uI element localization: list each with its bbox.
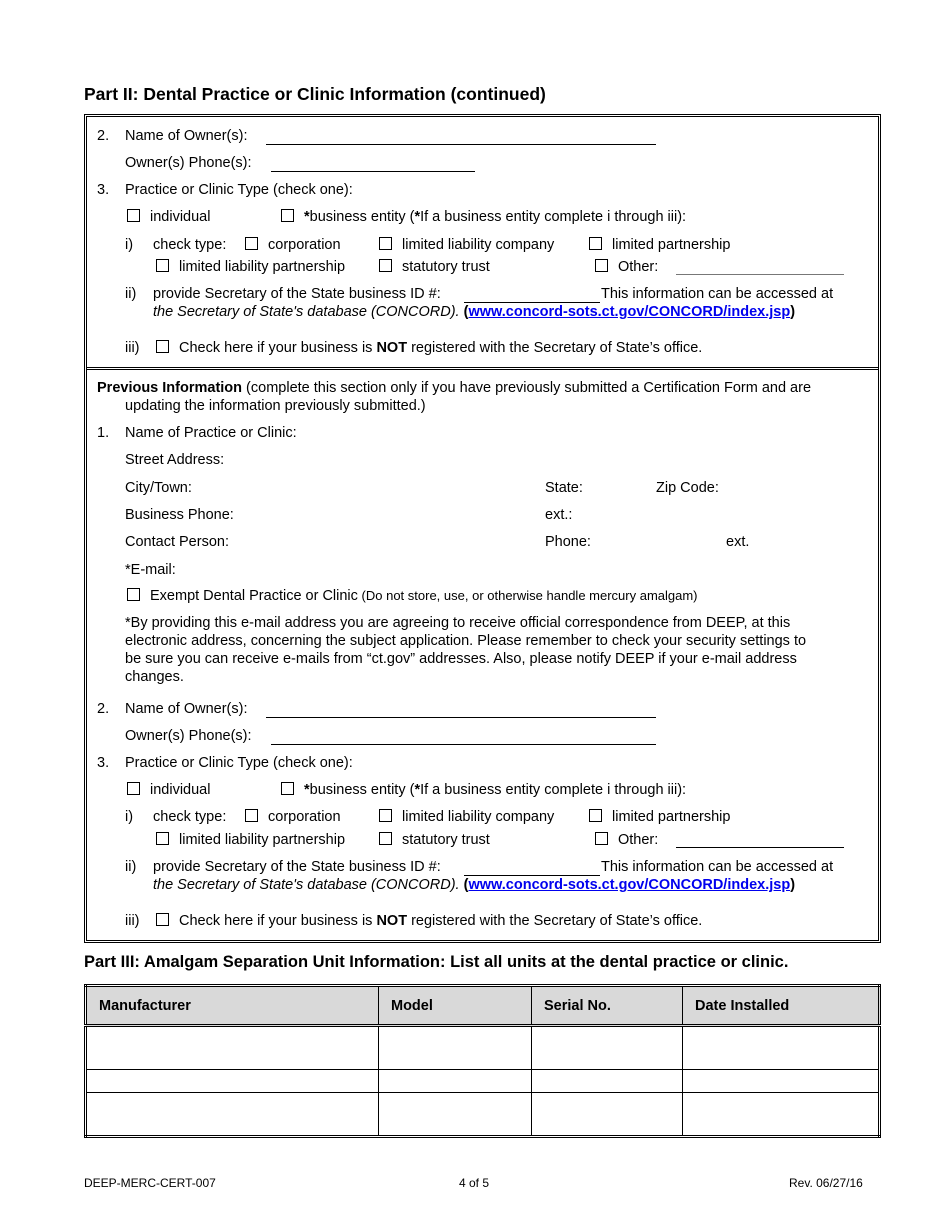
business-entity-option[interactable]: [281, 209, 686, 225]
prev-other-checkbox[interactable]: [595, 832, 608, 845]
prev-other-option[interactable]: [595, 832, 658, 848]
prev-concord-link[interactable]: www.concord-sots.ct.gov/CONCORD/index.jsp: [468, 877, 791, 893]
concord-line: [153, 304, 795, 320]
serial-cell[interactable]: [532, 1092, 683, 1136]
concord-db-text: the Secretary of State's database (CONCORD).: [153, 304, 460, 320]
previous-info-line2: updating the information previously submitted.): [125, 398, 426, 414]
manufacturer-cell[interactable]: [86, 1092, 379, 1136]
table-row: [86, 1092, 880, 1136]
ii-label: ii): [125, 286, 137, 302]
individual-label: individual: [150, 209, 211, 225]
check-here-text: Check here if your business is: [179, 340, 377, 356]
prev-not-registered-checkbox[interactable]: [156, 913, 169, 926]
col-model: Model: [379, 986, 532, 1026]
email-notice-2: electronic address, concerning the subject application. Please remember to check your security settings to: [125, 633, 807, 649]
owner-name-label: Name of Owner(s):: [125, 128, 248, 144]
business-id-field[interactable]: [464, 286, 600, 303]
street-label: Street Address:: [125, 452, 225, 468]
i-label: i): [125, 237, 134, 253]
section-divider: [86, 367, 878, 370]
contact-ext-label: ext.: [726, 534, 750, 550]
prev-registered-text: registered with the Secretary of State’s office.: [407, 913, 703, 929]
business-phone-label: Business Phone:: [125, 507, 234, 523]
prev-corporation-checkbox[interactable]: [245, 809, 258, 822]
llc-option[interactable]: [379, 237, 554, 253]
col-manufacturer: Manufacturer: [86, 986, 379, 1026]
corporation-checkbox[interactable]: [245, 237, 258, 250]
model-cell[interactable]: [379, 1070, 532, 1092]
email-notice-3: be sure you can receive e-mails from “ct.gov” addresses. Also, please notify DEEP if your e-mail address: [125, 651, 797, 667]
prev-lp-label: limited partnership: [612, 809, 731, 825]
corporation-option[interactable]: [245, 237, 341, 253]
business-star-note: *: [414, 209, 421, 225]
prev-not-text: NOT: [376, 913, 408, 929]
prev-not-registered-option[interactable]: [156, 913, 702, 929]
statutory-trust-label: statutory trust: [402, 259, 490, 275]
prev-llc-option[interactable]: [379, 809, 554, 825]
prev-llp-checkbox[interactable]: [156, 832, 169, 845]
prev-individual-label: individual: [150, 782, 211, 798]
prev-business-entity-option[interactable]: [281, 782, 686, 798]
business-star: *: [304, 209, 310, 225]
prev-provide-id-label: provide Secretary of the State business ID #:: [153, 859, 441, 875]
other-checkbox[interactable]: [595, 259, 608, 272]
prev-q2-number: 2.: [97, 701, 110, 717]
prev-check-here-text: Check here if your business is: [179, 913, 377, 929]
q3-number: 3.: [97, 182, 110, 198]
part2-title: Part II: Dental Practice or Clinic Information (continued): [84, 84, 546, 104]
prev-statutory-trust-option[interactable]: [379, 832, 490, 848]
prev-concord-line: [153, 877, 795, 893]
prev-corporation-option[interactable]: [245, 809, 341, 825]
prev-iii-label: iii): [125, 913, 140, 929]
zip-label: Zip Code:: [656, 480, 719, 496]
col-date-installed: Date Installed: [683, 986, 880, 1026]
not-registered-option[interactable]: [156, 340, 702, 356]
prev-info-access-text: This information can be accessed at: [601, 859, 834, 875]
prev-paren-open: (: [463, 877, 469, 893]
phone-label: Phone:: [545, 534, 591, 550]
prev-q1-number: 1.: [97, 425, 110, 441]
col-serial: Serial No.: [532, 986, 683, 1026]
prev-other-label: Other:: [618, 832, 659, 848]
serial-cell[interactable]: [532, 1026, 683, 1070]
footer-page-number: 4 of 5: [459, 1176, 490, 1190]
email-notice-1: *By providing this e-mail address you are agreeing to receive official correspondence from DEEP, at this: [125, 615, 791, 631]
prev-other-field[interactable]: [676, 833, 844, 848]
prev-lp-option[interactable]: [589, 809, 730, 825]
llp-option[interactable]: [156, 259, 345, 275]
business-entity-note: If a business entity complete i through iii):: [420, 209, 687, 225]
prev-owner-phone-field[interactable]: [271, 728, 656, 745]
prev-statutory-trust-label: statutory trust: [402, 832, 490, 848]
prev-q3-number: 3.: [97, 755, 110, 771]
concord-link[interactable]: www.concord-sots.ct.gov/CONCORD/index.jsp: [468, 304, 791, 320]
prev-business-entity-checkbox[interactable]: [281, 782, 294, 795]
prev-llp-option[interactable]: [156, 832, 345, 848]
prev-individual-option[interactable]: [127, 782, 210, 798]
paren-open: (: [463, 304, 469, 320]
units-table: [84, 984, 881, 1138]
lp-option[interactable]: [589, 237, 730, 253]
owner-phone-field[interactable]: [271, 155, 475, 172]
contact-person-label: Contact Person:: [125, 534, 229, 550]
prev-paren-close: ): [790, 877, 796, 893]
date-cell[interactable]: [683, 1070, 880, 1092]
individual-checkbox[interactable]: [127, 209, 140, 222]
email-notice-4: changes.: [125, 669, 184, 685]
practice-name-label: Name of Practice or Clinic:: [125, 425, 297, 441]
prev-business-entity-note: If a business entity complete i through iii):: [420, 782, 687, 798]
prev-business-star-note: *: [414, 782, 421, 798]
lp-checkbox[interactable]: [589, 237, 602, 250]
owner-name-field[interactable]: [266, 128, 656, 145]
city-label: City/Town:: [125, 480, 192, 496]
footer-revision: Rev. 06/27/16: [789, 1176, 863, 1190]
provide-id-label: provide Secretary of the State business ID #:: [153, 286, 441, 302]
previous-info-rest: (complete this section only if you have previously submitted a Certification Form and are: [242, 380, 812, 396]
manufacturer-cell[interactable]: [86, 1070, 379, 1092]
business-entity-checkbox[interactable]: [281, 209, 294, 222]
table-row: [86, 1070, 880, 1092]
prev-llc-label: limited liability company: [402, 809, 555, 825]
prev-concord-db-text: the Secretary of State's database (CONCORD).: [153, 877, 460, 893]
llc-label: limited liability company: [402, 237, 555, 253]
llc-checkbox[interactable]: [379, 237, 392, 250]
prev-i-label: i): [125, 809, 134, 825]
statutory-trust-checkbox[interactable]: [379, 259, 392, 272]
units-header-row: [86, 986, 880, 1026]
not-registered-checkbox[interactable]: [156, 340, 169, 353]
llp-label: limited liability partnership: [179, 259, 346, 275]
prev-practice-type-label: Practice or Clinic Type (check one):: [125, 755, 353, 771]
date-cell[interactable]: [683, 1026, 880, 1070]
exempt-option[interactable]: [127, 588, 698, 604]
footer-form-id: DEEP-MERC-CERT-007: [84, 1176, 216, 1190]
other-label: Other:: [618, 259, 659, 275]
prev-business-entity-label: business entity (: [309, 782, 415, 798]
email-label: *E-mail:: [125, 562, 176, 578]
state-label: State:: [545, 480, 583, 496]
owner-phone-label: Owner(s) Phone(s):: [125, 155, 252, 171]
prev-check-type-label: check type:: [153, 809, 227, 825]
ext-label: ext.:: [545, 507, 573, 523]
date-cell[interactable]: [683, 1092, 880, 1136]
paren-close: ): [790, 304, 796, 320]
lp-label: limited partnership: [612, 237, 731, 253]
prev-business-star: *: [304, 782, 310, 798]
previous-info-bold: Previous Information: [97, 380, 243, 396]
prev-corporation-label: corporation: [268, 809, 341, 825]
registered-text: registered with the Secretary of State’s office.: [407, 340, 703, 356]
model-cell[interactable]: [379, 1026, 532, 1070]
prev-ii-label: ii): [125, 859, 137, 875]
manufacturer-cell[interactable]: [86, 1026, 379, 1070]
iii-label: iii): [125, 340, 140, 356]
other-field[interactable]: [676, 260, 844, 275]
prev-lp-checkbox[interactable]: [589, 809, 602, 822]
q2-number: 2.: [97, 128, 110, 144]
prev-business-id-field[interactable]: [464, 859, 600, 876]
prev-owner-name-label: Name of Owner(s):: [125, 701, 248, 717]
table-row: [86, 1026, 880, 1070]
individual-option[interactable]: [127, 209, 210, 225]
exempt-note: (Do not store, use, or otherwise handle mercury amalgam): [357, 588, 698, 603]
other-option[interactable]: [595, 259, 658, 275]
previous-info-title: [97, 380, 811, 396]
info-access-text: This information can be accessed at: [601, 286, 834, 302]
corporation-label: corporation: [268, 237, 341, 253]
check-type-label: check type:: [153, 237, 227, 253]
llp-checkbox[interactable]: [156, 259, 169, 272]
prev-owner-name-field[interactable]: [266, 701, 656, 718]
prev-llc-checkbox[interactable]: [379, 809, 392, 822]
part3-title: Part III: Amalgam Separation Unit Information: List all units at the dental practice or clinic.: [84, 953, 789, 971]
prev-llp-label: limited liability partnership: [179, 832, 346, 848]
statutory-trust-option[interactable]: [379, 259, 490, 275]
exempt-label: Exempt Dental Practice or Clinic: [150, 588, 358, 604]
prev-statutory-trust-checkbox[interactable]: [379, 832, 392, 845]
exempt-checkbox[interactable]: [127, 588, 140, 601]
not-text: NOT: [376, 340, 408, 356]
business-entity-label: business entity (: [309, 209, 415, 225]
serial-cell[interactable]: [532, 1070, 683, 1092]
model-cell[interactable]: [379, 1092, 532, 1136]
prev-individual-checkbox[interactable]: [127, 782, 140, 795]
practice-type-label: Practice or Clinic Type (check one):: [125, 182, 353, 198]
prev-owner-phone-label: Owner(s) Phone(s):: [125, 728, 252, 744]
